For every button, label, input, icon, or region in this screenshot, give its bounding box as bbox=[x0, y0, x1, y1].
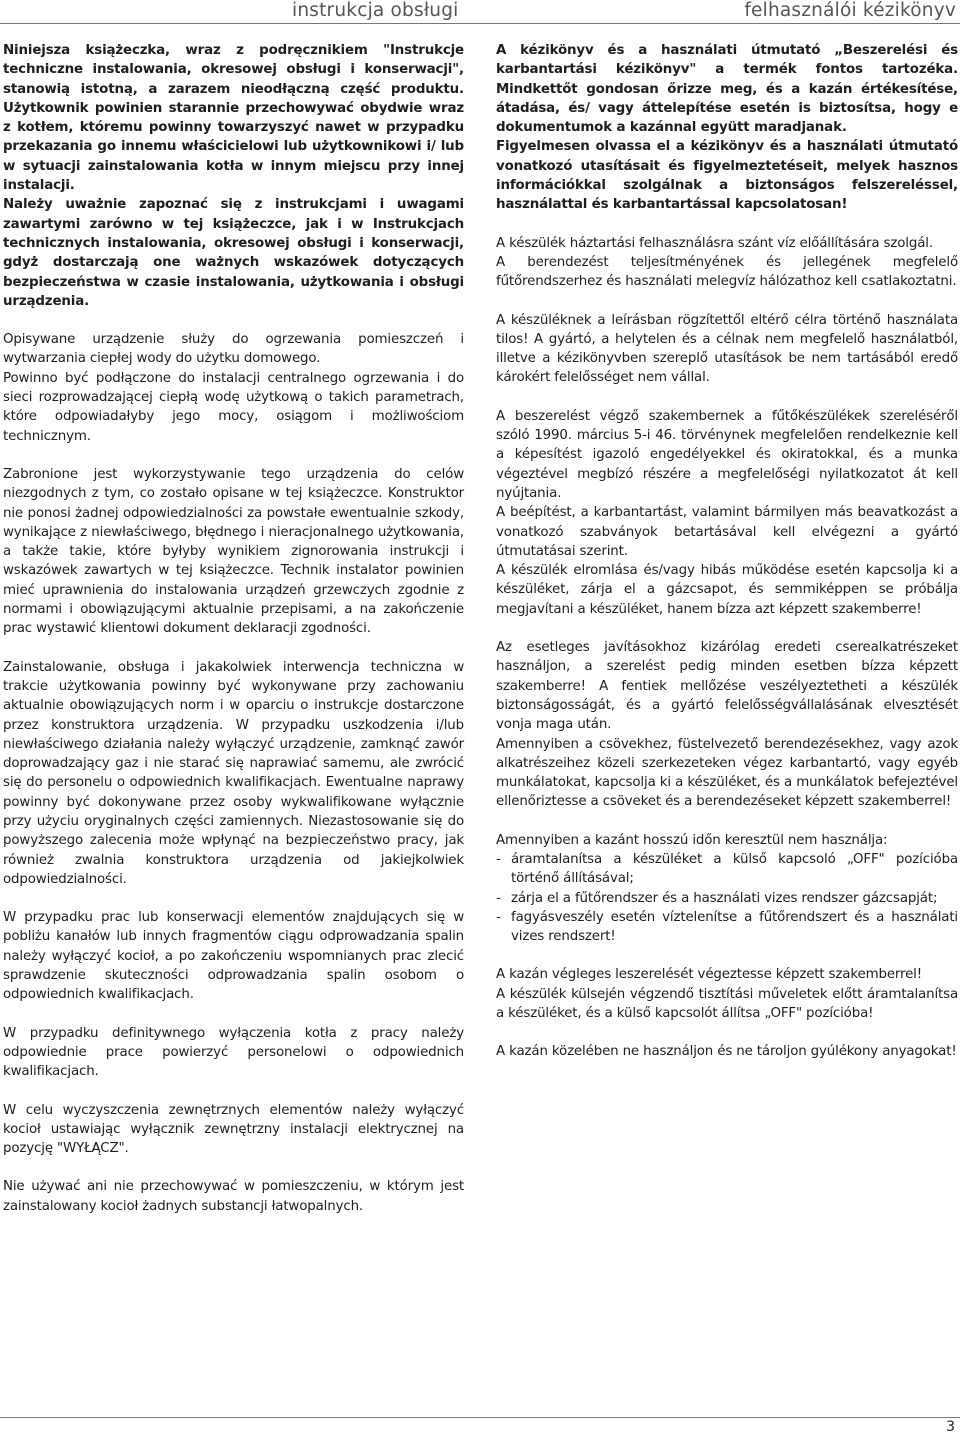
hungarian-column bbox=[496, 41, 958, 1062]
paragraph: Figyelmesen olvassa el a kézikönyv és a használati útmutató vonatkozó utasításait és figyelmeztetéseit, melyek hasznos információkkal szolgálnak a biztonságos felszereléssel, használattal és karbantartással kapcsolatosan! bbox=[496, 139, 958, 213]
paragraph: A kazán közelében ne használjon és ne tároljon gyúlékony anyagokat! bbox=[496, 1044, 957, 1060]
paragraph: Należy uważnie zapoznać się z instrukcjami i uwagami zawartymi zarówno w tej książeczce, jak i w Instrukcjach technicznych instalowania, okresowej obsługi i konserwacji, gdyż dostarczają one ważnych wskazówek dotyczących bezpieczeństwa w czasie instalowania, użytkowania i obsługi urządzenia. bbox=[3, 197, 464, 309]
paragraph: Az esetleges javításokhoz kizárólag eredeti cserealkatrészeket használjon, a szerelést pedig minden esetben bízza képzett szakemberre! A fentiek mellőzése veszélyeztetheti a készülék biztonságosságát, és a gyártó felelősségvállalásának elvesztését vonja maga után. bbox=[496, 640, 958, 733]
paragraph: W celu wyczyszczenia zewnętrznych elementów należy wyłączyć kocioł ustawiając wyłącznik zewnętrzny instalacji elektrycznej na pozycję "WYŁĄCZ". bbox=[3, 1102, 464, 1157]
polish-column bbox=[3, 41, 464, 1216]
paragraph: Zabronione jest wykorzystywanie tego urządzenia do celów niezgodnych z tym, co zostało opisane w tej książeczce. Konstruktor nie ponosi żadnej odpowiedzialności za powstałe ewentualnie szkody, wynikające z niewłaściwego, błędnego i nieracjonalnego użytkowania, a także takie, które byłyby wynikiem zignorowania instrukcji i wskazówek zawartych w tej książeczce. Technik instalator powinien mieć uprawnienia do instalowania urządzeń grzewczych zgodnie z normami i obowiązującymi aktualnie przepisami, a na zakończenie prac wystawić klientowi dokument deklaracji zgodności. bbox=[3, 466, 464, 637]
paragraph: A beszerelést végző szakembernek a fűtőkészülékek szereléséről szóló 1990. március 5-i 46. törvénynek megfelelően rendelkeznie kell a képesítést igazoló engedélyekkel és okiratokkal, és a munka végeztével megbízó részére a megfelelőségi nyilatkozatot át kell nyújtania. bbox=[496, 408, 958, 501]
paragraph: Opisywane urządzenie służy do ogrzewania pomieszczeń i wytwarzania ciepłej wody do użytku domowego. bbox=[3, 332, 464, 367]
paragraph: W przypadku prac lub konserwacji elementów znajdujących się w pobliżu kanałów lub innych fragmentów ciągu odprowadzania spalin należy wyłączyć kocioł, a po zakończeniu wspomnianych prac zlecić sprawdzenie skuteczności odprowadzania spalin osobom o odpowiednich kwalifikacjach. bbox=[3, 910, 464, 1003]
header-title-polish: instrukcja obsługi bbox=[292, 0, 459, 21]
paragraph: W przypadku definitywnego wyłączenia kotła z pracy należy odpowiednie prace powierzyć personelowi o odpowiednich kwalifikacjach. bbox=[3, 1025, 464, 1080]
paragraph: Nie używać ani nie przechowywać w pomieszczeniu, w którym jest zainstalowany kocioł żadnych substancji łatwopalnych. bbox=[3, 1179, 464, 1214]
list-item: - fagyásveszély esetén víztelenítse a fűtőrendszert és a használati vizes rendszert! bbox=[496, 908, 958, 947]
paragraph: A készülék külsején végzendő tisztítási műveletek előtt áramtalanítsa a készüléket, és a külső kapcsolót állítsa „OFF" pozícióba! bbox=[496, 986, 958, 1022]
paragraph: Amennyiben a kazánt hosszú időn keresztül nem használja: bbox=[496, 832, 888, 848]
paragraph: Niniejsza książeczka, wraz z podręcznikiem "Instrukcje techniczne instalowania, okresowej obsługi i konserwacji", stanowią istotną, a zarazem nieodłączną część produktu. Użytkownik powinien starannie przechowywać obydwie wraz z kotłem, któremu powinny towarzyszyć nawet w przypadku przekazania go innemu właścicielowi lub użytkownikowi i/ lub w sytuacji zainstalowania kotła w innym miejscu przy innej instalacji. bbox=[3, 43, 464, 194]
paragraph: A kézikönyv és a használati útmutató „Beszerelési és karbantartási kézikönyv" a termék fontos tartozéka. Mindkettőt gondosan őrizze meg, és a kazán értékesítése, átadása, és/ vagy áttelepítése esetén is biztosítsa, hogy e dokumentumok a kazánnal együtt maradjanak. bbox=[496, 43, 958, 136]
paragraph: A kazán végleges leszerelését végeztesse képzett szakemberrel! bbox=[496, 967, 922, 983]
paragraph: A készüléknek a leírásban rögzítettől eltérő célra történő használata tilos! A gyártó, a helytelen és a célnak nem megfelelő használatból, illetve a kézikönyvben szereplő utasítások be nem tartásából eredő károkért felelősséget nem vállal. bbox=[496, 312, 958, 386]
paragraph: Powinno być podłączone do instalacji centralnego ogrzewania i do sieci rozprowadzającej ciepłą wodę użytkową o takich parametrach, które odpowiadałyby jego mocy, osiągom i możliwościom technicznym. bbox=[3, 370, 464, 444]
paragraph: A berendezést teljesítményének és jellegének megfelelő fűtőrendszerhez és használati melegvíz hálózathoz kell csatlakoztatni. bbox=[496, 254, 958, 290]
paragraph: Zainstalowanie, obsługa i jakakolwiek interwencja techniczna w trakcie użytkowania powinny być wykonywane przy zachowaniu aktualnie obowiązujących norm i w oparciu o instrukcje dostarczone przez konstruktora urządzenia. W przypadku uszkodzenia i/lub niewłaściwego działania należy wyłączyć urządzenie, zamknąć zawór doprowadzający gaz i nie starać się naprawiać samemu, ale zwrócić się do personelu o odpowiednich kwalifikacjach. Ewentualne naprawy powinny być dokonywane przez osoby wykwalifikowane wyłącznie przy użyciu oryginalnych części zamiennych. Niezastosowanie się do powyższego zalecenia może wpłynąć na bezpieczeństwo pracy, jak również zwalnia konstruktora urządzenia od jakiejkolwiek odpowiedzialności. bbox=[3, 659, 464, 887]
footer-rule bbox=[0, 1417, 960, 1418]
bullet-list bbox=[496, 850, 958, 946]
paragraph: A készülék elromlása és/vagy hibás működése esetén kapcsolja ki a készüléket, zárja el a gázcsapot, és semmiképpen se próbálja megjavítani a készüléket, hanem bízza azt képzett szakemberre! bbox=[496, 563, 958, 617]
paragraph: A beépítést, a karbantartást, valamint bármilyen más beavatkozást a vonatkozó szabványok betartásával kell elvégezni a gyártó útmutatásai szerint. bbox=[496, 505, 958, 559]
paragraph: A készülék háztartási felhasználásra szánt víz előállítására szolgál. bbox=[496, 235, 933, 251]
header-title-hungarian: felhasználói kézikönyv bbox=[744, 0, 956, 21]
page-number: 3 bbox=[946, 1419, 955, 1435]
header-rule bbox=[0, 23, 960, 24]
paragraph: Amennyiben a csövekhez, füstelvezető berendezésekhez, vagy azok alkatrészeihez közeli szerkezeteken végez karbantartó, vagy egyéb munkálatokat, kapcsolja ki a készüléket, és a munkálatok befejeztével ellenőriztesse a csöveket és a berendezéseket képzett szakemberrel! bbox=[496, 736, 958, 810]
list-item: - áramtalanítsa a készüléket a külső kapcsoló „OFF" pozícióba történő állításával; bbox=[496, 850, 958, 889]
list-item: - zárja el a fűtőrendszer és a használati vizes rendszer gázcsapját; bbox=[496, 889, 958, 908]
